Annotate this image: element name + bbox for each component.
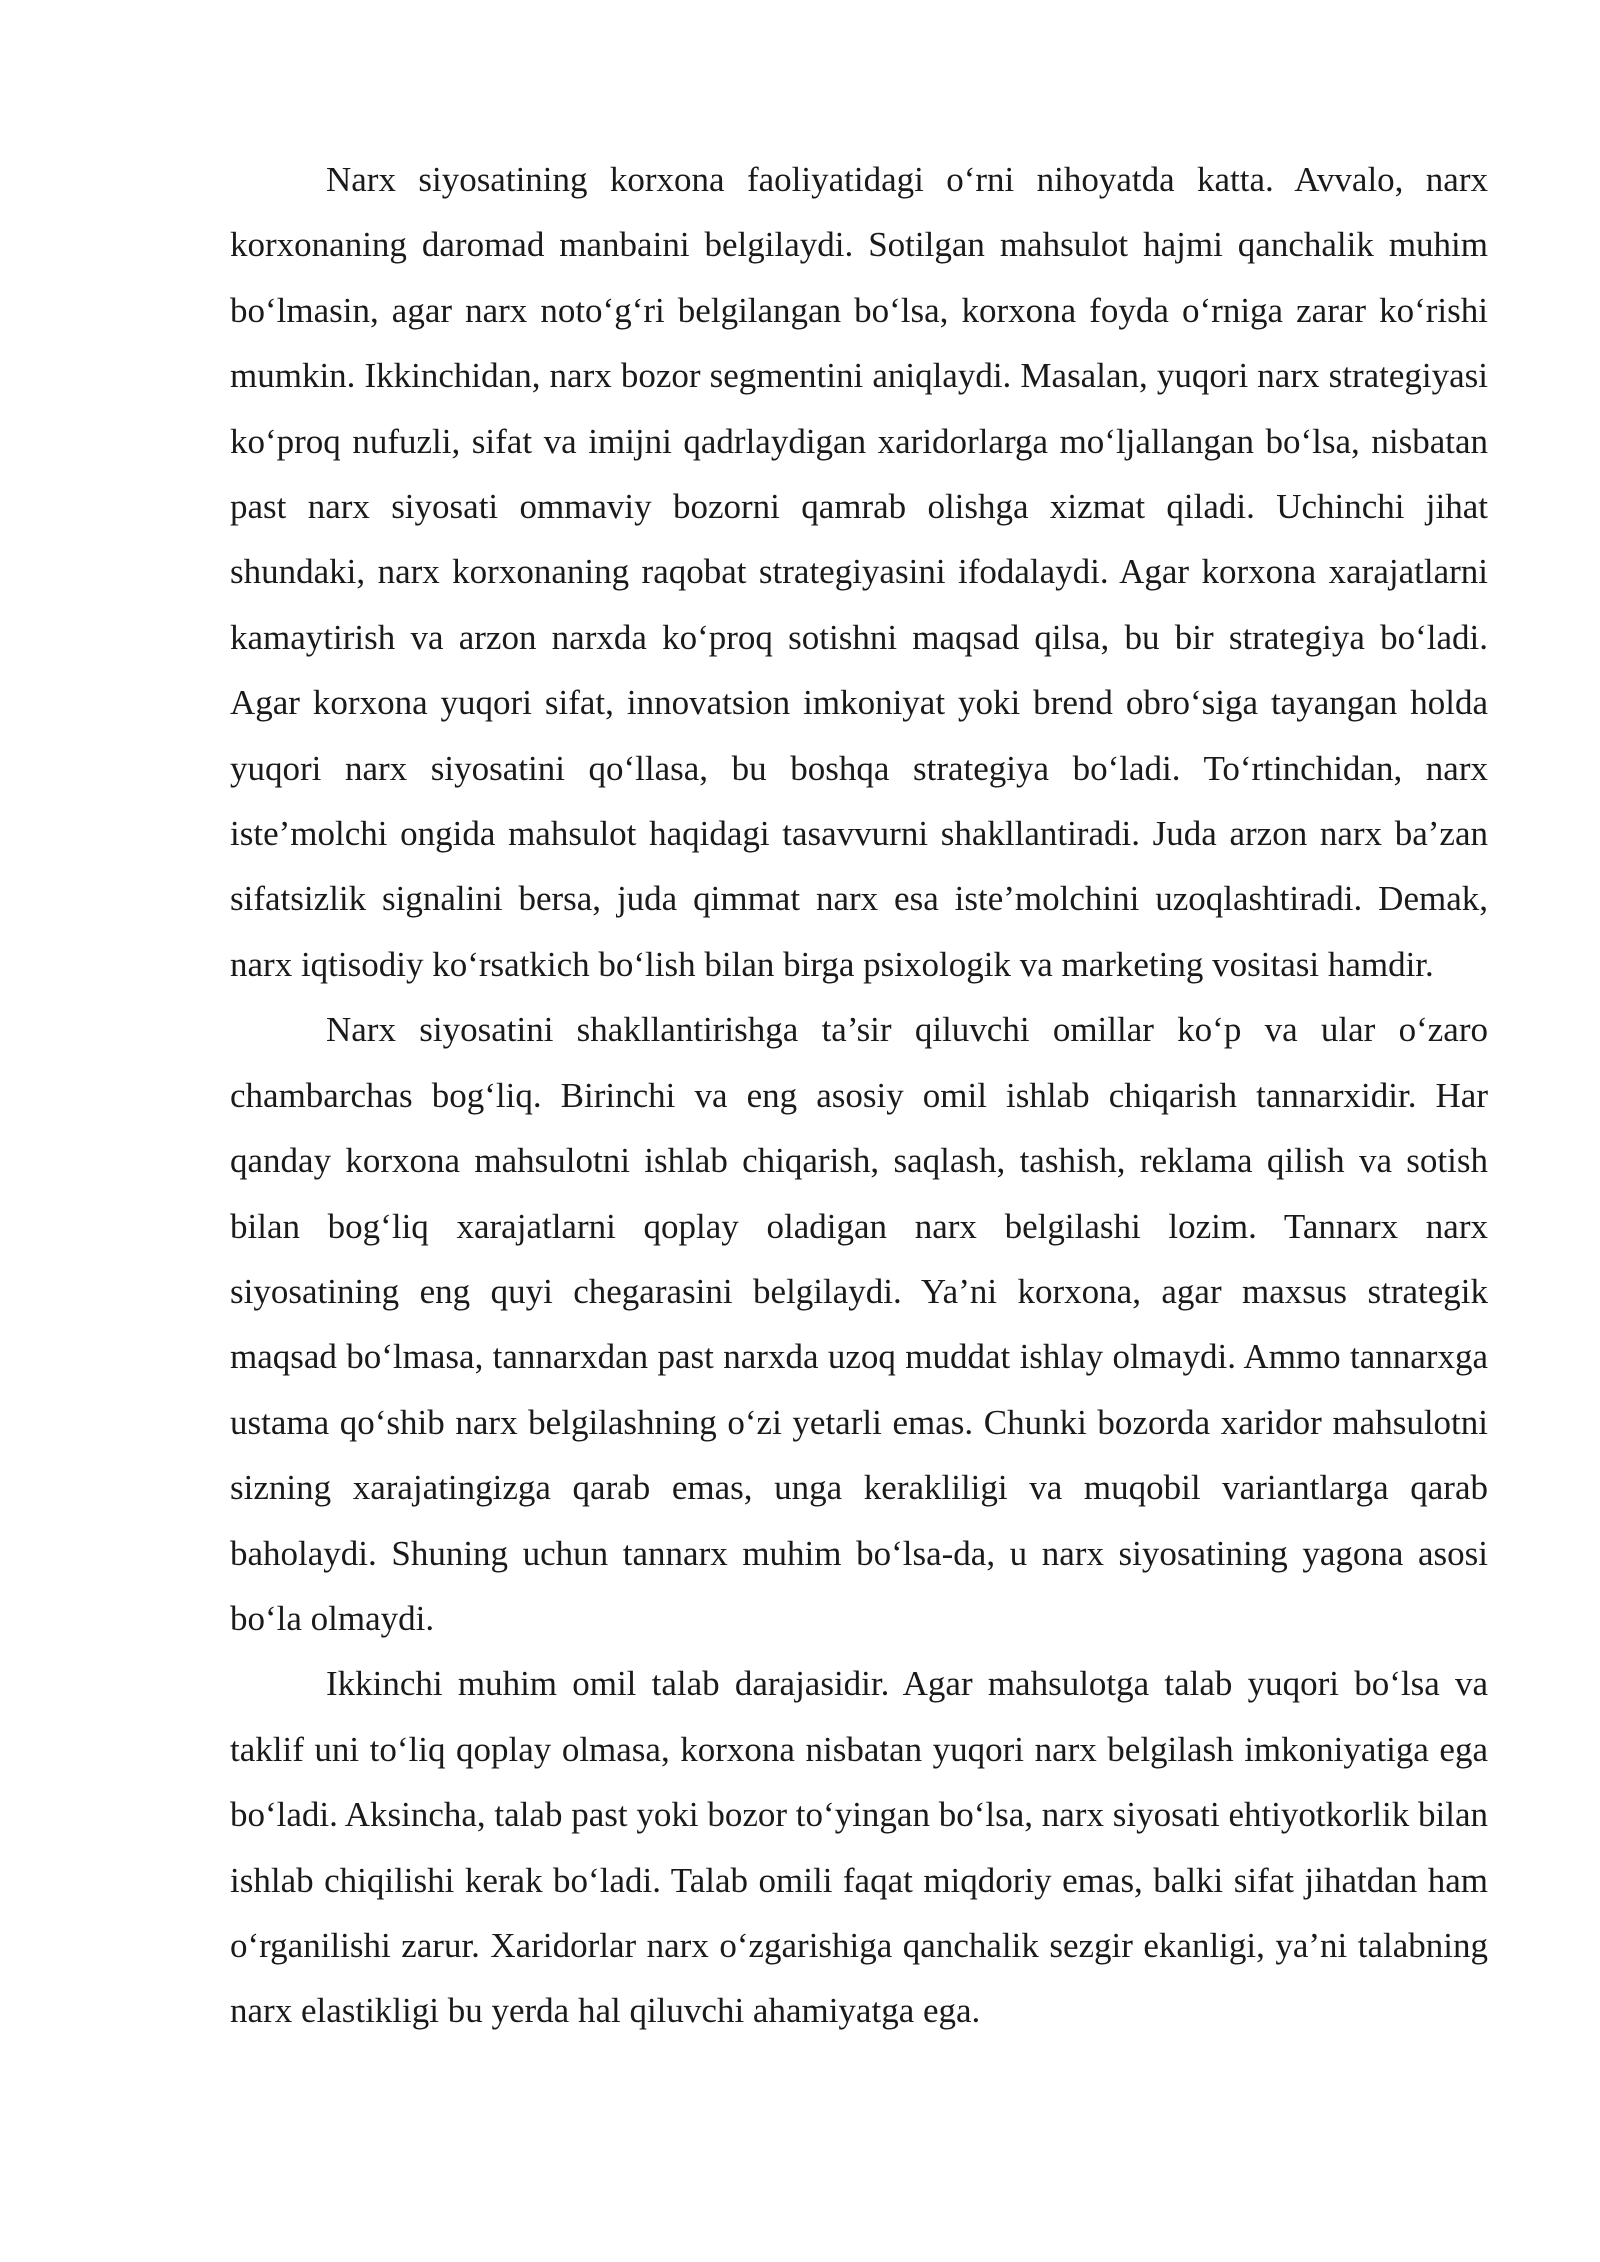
body-text	[230, 147, 1488, 2044]
paragraph-price-role: Narx siyosatining korxona faoliyatidagi o‘rni nihoyatda katta. Avvalo, narx korxonaning daromad manbaini belgilaydi. Sotilgan mahsulot hajmi qanchalik muhim bo‘lmasin, agar narx noto‘g‘ri belgilangan bo‘lsa, korxona foyda o‘rniga zarar ko‘rishi mumkin. Ikkinchidan, narx bozor segmentini aniqlaydi. Masalan, yuqori narx strategiyasi ko‘proq nufuzli, sifat va imijni qadrlaydigan xaridorlarga mo‘ljallangan bo‘lsa, nisbatan past narx siyosati ommaviy bozorni qamrab olishga xizmat qiladi. Uchinchi jihat shundaki, narx korxonaning raqobat strategiyasini ifodalaydi. Agar korxona xarajatlarni kamaytirish va arzon narxda ko‘proq sotishni maqsad qilsa, bu bir strategiya bo‘ladi. Agar korxona yuqori sifat, innovatsion imkoniyat yoki brend obro‘siga tayangan holda yuqori narx siyosatini qo‘llasa, bu boshqa strategiya bo‘ladi. To‘rtinchidan, narx iste’molchi ongida mahsulot haqidagi tasavvurni shakllantiradi. Juda arzon narx ba’zan sifatsizlik signalini bersa, juda qimmat narx esa iste’molchini uzoqlashtiradi. Demak, narx iqtisodiy ko‘rsatkich bo‘lish bilan birga psixologik va marketing vositasi hamdir.	[230, 160, 1488, 984]
paragraph-demand-factor: Ikkinchi muhim omil talab darajasidir. Agar mahsulotga talab yuqori bo‘lsa va taklif uni to‘liq qoplay olmasa, korxona nisbatan yuqori narx belgilash imkoniyatiga ega bo‘ladi. Aksincha, talab past yoki bozor to‘yingan bo‘lsa, narx siyosati ehtiyotkorlik bilan ishlab chiqilishi kerak bo‘ladi. Talab omili faqat miqdoriy emas, balki sifat jihatdan ham o‘rganilishi zarur. Xaridorlar narx o‘zgarishiga qanchalik sezgir ekanligi, ya’ni talabning narx elastikligi bu yerda hal qiluvchi ahamiyatga ega.	[230, 1664, 1488, 2031]
paragraph-price-factors: Narx siyosatini shakllantirishga ta’sir qiluvchi omillar ko‘p va ular o‘zaro chambarchas bog‘liq. Birinchi va eng asosiy omil ishlab chiqarish tannarxidir. Har qanday korxona mahsulotni ishlab chiqarish, saqlash, tashish, reklama qilish va sotish bilan bog‘liq xarajatlarni qoplay oladigan narx belgilashi lozim. Tannarx narx siyosatining eng quyi chegarasini belgilaydi. Ya’ni korxona, agar maxsus strategik maqsad bo‘lmasa, tannarxdan past narxda uzoq muddat ishlay olmaydi. Ammo tannarxga ustama qo‘shib narx belgilashning o‘zi yetarli emas. Chunki bozorda xaridor mahsulotni sizning xarajatingizga qarab emas, unga kerakliligi va muqobil variantlarga qarab baholaydi. Shuning uchun tannarx muhim bo‘lsa-da, u narx siyosatining yagona asosi bo‘la olmaydi.	[230, 1010, 1488, 1638]
